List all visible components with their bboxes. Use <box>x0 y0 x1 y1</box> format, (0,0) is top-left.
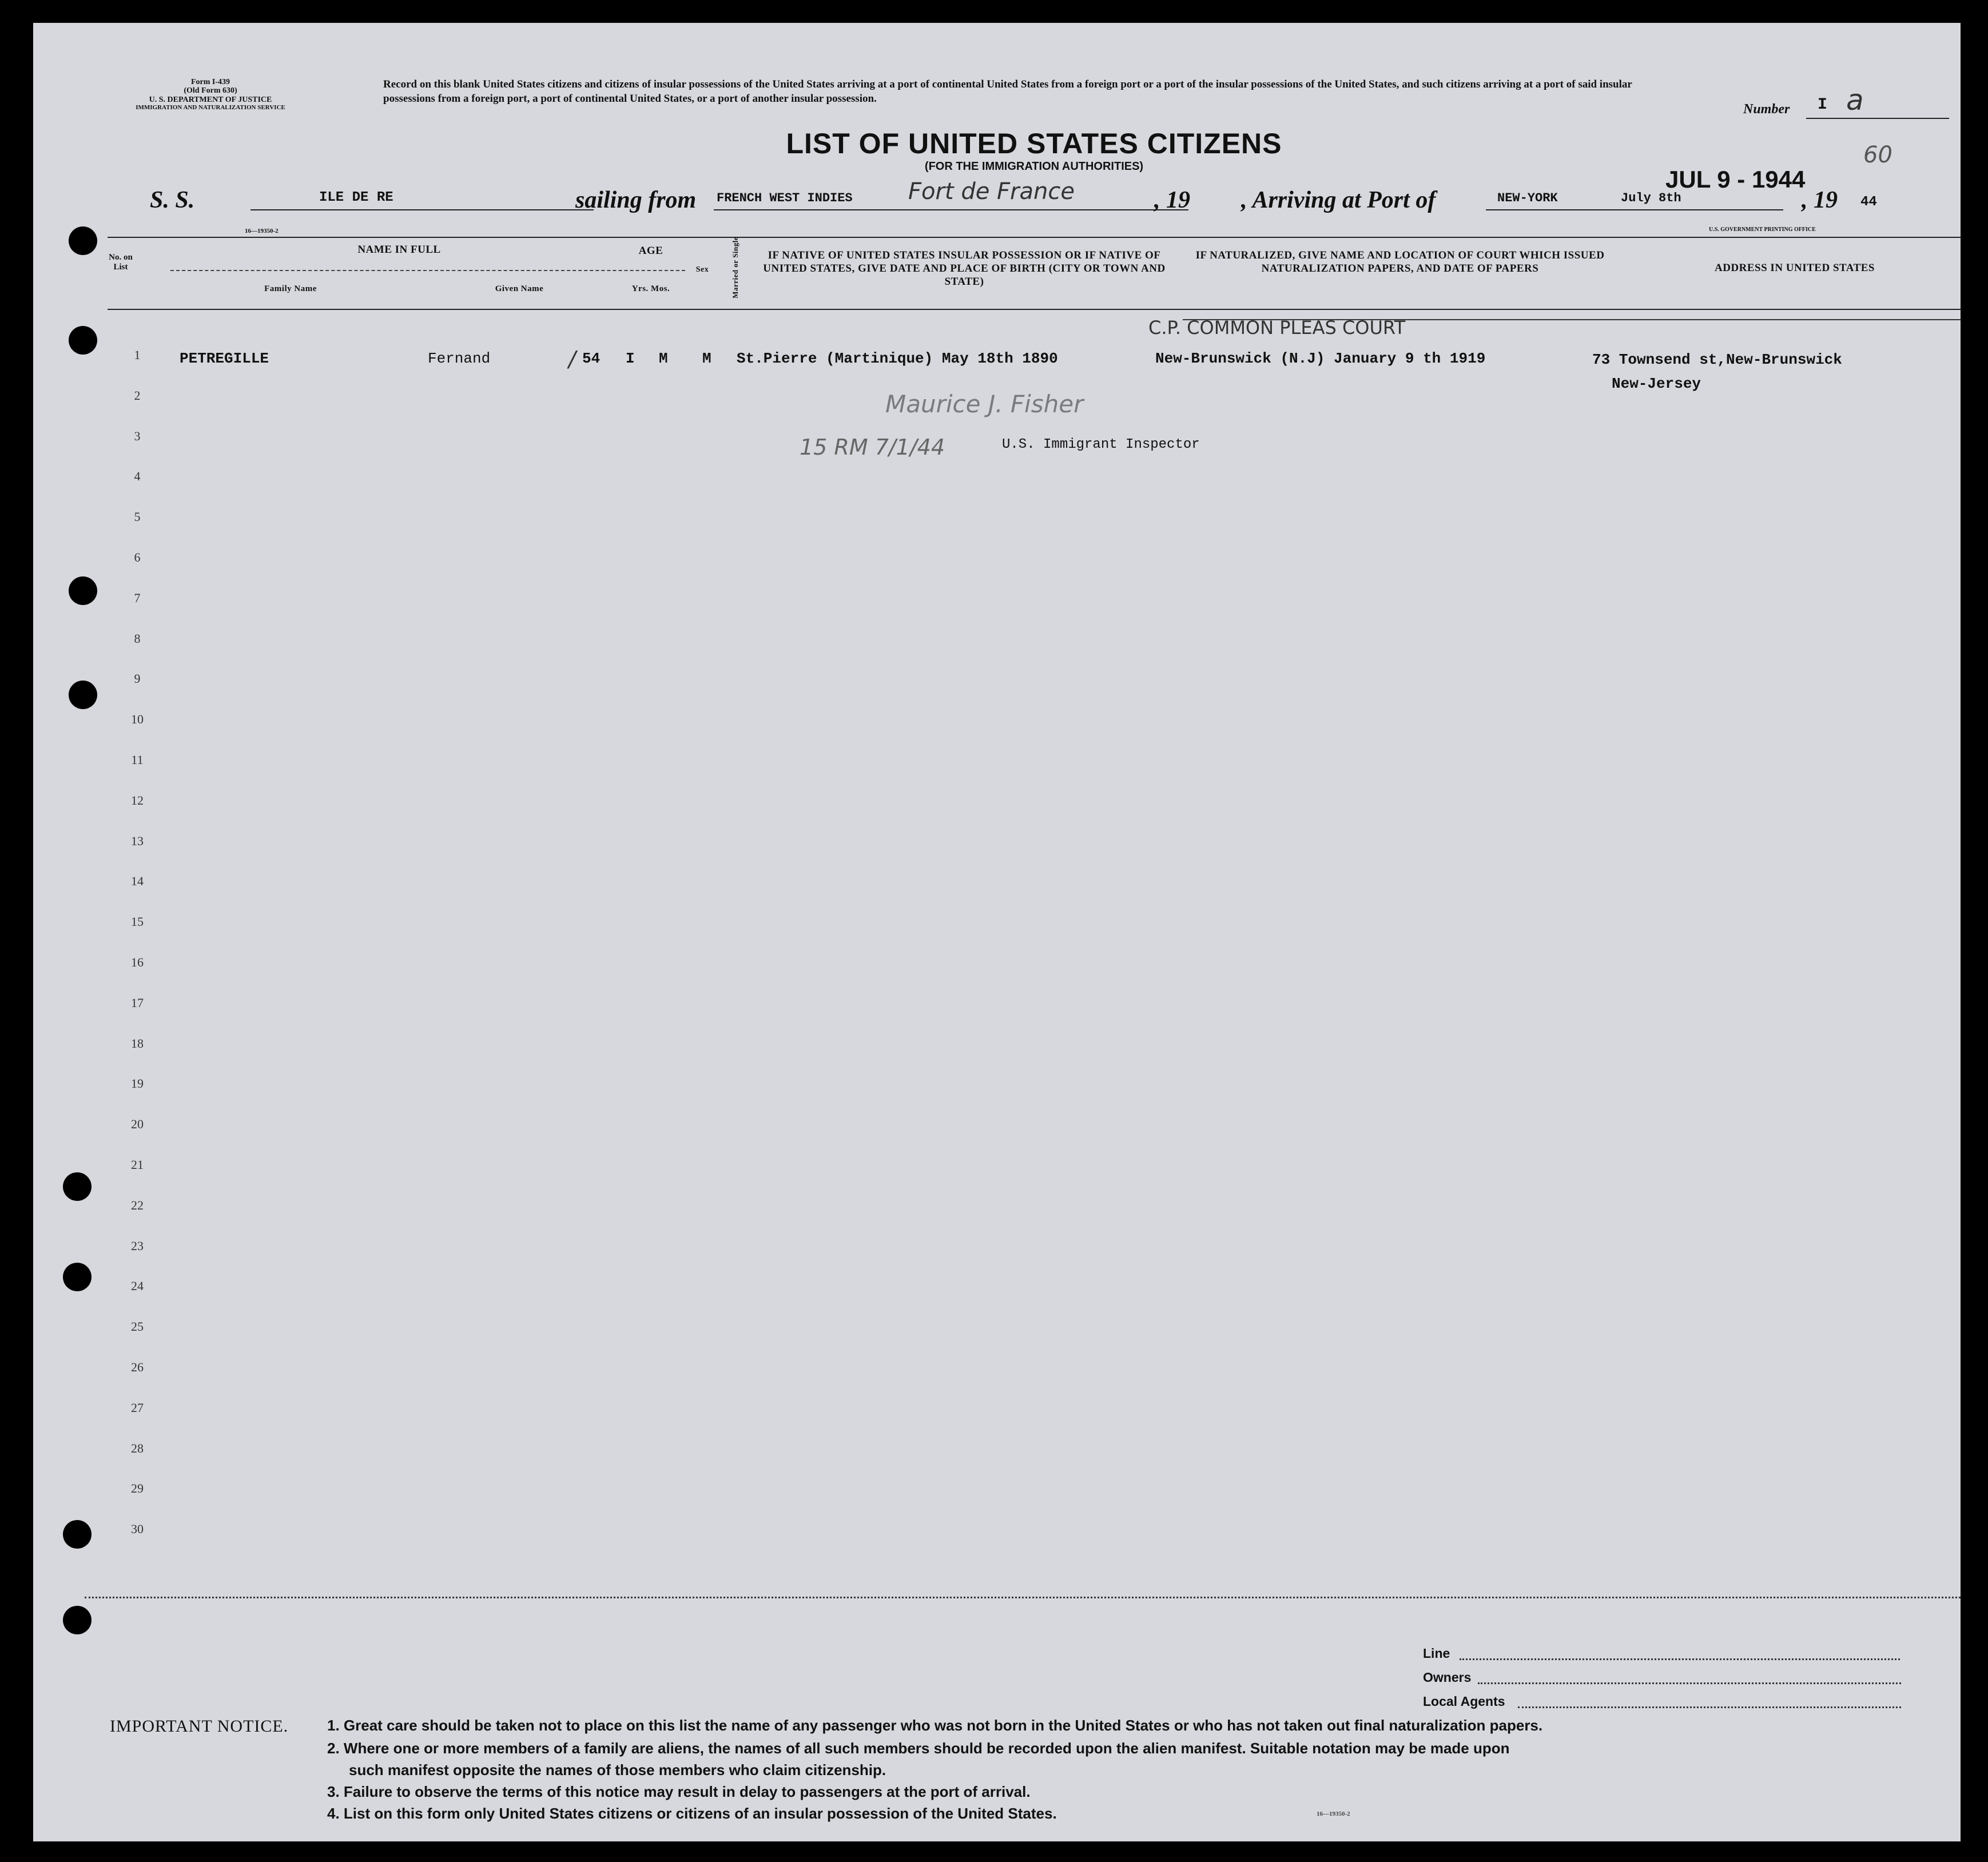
arrival-date: July 8th <box>1621 191 1681 205</box>
ss-label: S. S. <box>150 187 195 213</box>
manifest-sheet <box>33 23 1961 1841</box>
punch-hole <box>69 681 97 709</box>
gpo-code-left: 16—19350-2 <box>245 228 279 234</box>
owners-label: Owners <box>1423 1670 1472 1685</box>
col-native: IF NATIVE OF UNITED STATES INSULAR POSSESSION OR IF NATIVE OF UNITED STATES, GIVE DATE AND PLACE OF BIRTH (CITY OR TOWN AND STATE) <box>763 249 1166 288</box>
header-top-rule <box>108 237 1961 238</box>
arrival-port: NEW-YORK <box>1497 191 1558 205</box>
row-number: 30 <box>131 1522 144 1537</box>
row-number: 3 <box>134 428 141 443</box>
punch-hole <box>69 326 97 355</box>
punch-hole <box>63 1263 92 1291</box>
row-number: 19 <box>131 1076 144 1091</box>
row-number: 27 <box>131 1400 144 1415</box>
entry-age-prefix: / <box>568 347 576 372</box>
local-agents-label: Local Agents <box>1423 1694 1505 1709</box>
punch-hole <box>69 226 97 255</box>
row-number: 22 <box>131 1197 144 1212</box>
row-number: 7 <box>134 590 141 605</box>
row-number: 25 <box>131 1319 144 1334</box>
row-number: 4 <box>134 469 141 484</box>
row-number: 10 <box>131 712 144 727</box>
old-form: (Old Form 630) <box>184 86 237 96</box>
entry-naturalized: New-Brunswick (N.J) January 9 th 1919 <box>1155 350 1486 367</box>
service: IMMIGRATION AND NATURALIZATION SERVICE <box>136 104 285 112</box>
row-number: 5 <box>134 510 141 524</box>
col-family-name: Family Name <box>264 284 317 293</box>
col-yrs-mos: Yrs. Mos. <box>631 284 670 293</box>
year-value: 44 <box>1860 194 1877 210</box>
col-naturalized: IF NATURALIZED, GIVE NAME AND LOCATION OF COURT WHICH ISSUED NATURALIZATION PAPERS, AND DATE OF PAPERS <box>1195 249 1605 274</box>
local-agents-field <box>1518 1706 1901 1708</box>
row-number: 15 <box>131 914 144 929</box>
punch-hole <box>63 1172 92 1201</box>
entry-sex: M <box>659 350 668 367</box>
notice-item-3: 3. Failure to observe the terms of this notice may result in delay to passengers at the port of arrival. <box>327 1783 1031 1800</box>
line-field <box>1460 1658 1900 1660</box>
row-number: 29 <box>131 1481 144 1496</box>
page-subtitle: (FOR THE IMMIGRATION AUTHORITIES) <box>924 160 1144 173</box>
entry-age: 54 <box>582 350 601 367</box>
col-age: AGE <box>638 245 663 257</box>
from-port: FRENCH WEST INDIES <box>717 191 853 205</box>
punch-hole <box>63 1520 92 1549</box>
entry-married: M <box>702 350 711 367</box>
entry-family-name: PETREGILLE <box>180 350 269 367</box>
year-prefix: , 19 <box>1154 187 1190 213</box>
row-number: 11 <box>131 753 144 767</box>
ship-name: ILE DE RE <box>319 190 393 205</box>
owners-field <box>1478 1682 1901 1684</box>
from-port-hand: Fort de France <box>908 178 1075 205</box>
inspector-signature: Maurice J. Fisher <box>885 390 1084 418</box>
row-number: 6 <box>134 550 141 564</box>
number-hand: a <box>1846 83 1864 117</box>
row-number: 13 <box>131 833 144 848</box>
department: U. S. DEPARTMENT OF JUSTICE <box>149 95 272 104</box>
inspector-initials: 15 RM 7/1/44 <box>800 435 945 460</box>
gpo-code-right: U.S. GOVERNMENT PRINTING OFFICE <box>1709 226 1816 233</box>
notice-item-1: 1. Great care should be taken not to place on this list the name of any passenger who was not born in the United States or who has not taken out final naturalization papers. <box>327 1717 1543 1734</box>
row-number: 12 <box>131 793 144 807</box>
entry-address-line2: New-Jersey <box>1612 375 1701 392</box>
row-number: 21 <box>131 1157 144 1172</box>
from-underline <box>714 209 1188 210</box>
row-number: 24 <box>131 1279 144 1294</box>
sailing-label: sailing from <box>575 187 697 213</box>
entry-age-mark: I <box>626 350 635 367</box>
number-underline <box>1806 118 1949 119</box>
year-label: , 19 <box>1802 187 1838 213</box>
row-number: 17 <box>131 995 144 1010</box>
form-ident <box>90 78 331 111</box>
footer-code: 16—19350-2 <box>1317 1811 1350 1817</box>
row-number: 26 <box>131 1360 144 1374</box>
notice-item-2: 2. Where one or more members of a family are aliens, the names of all such members should be recorded upon the alien manifest. Suitable notation may be made upon <box>327 1740 1510 1757</box>
entry-address-line1: 73 Townsend st,New-Brunswick <box>1592 351 1842 368</box>
entry-given-name: Fernand <box>428 350 491 367</box>
row-number: 16 <box>131 955 144 969</box>
header-bottom-rule <box>108 309 1961 310</box>
entry-court-hand: C.P. COMMON PLEAS COURT <box>1148 317 1406 339</box>
inspector-title: U.S. Immigrant Inspector <box>1002 437 1200 452</box>
page-title: LIST OF UNITED STATES CITIZENS <box>786 128 1282 160</box>
name-rule <box>170 270 685 271</box>
row-number: 20 <box>131 1117 144 1132</box>
form-number: Form I-439 <box>190 78 230 86</box>
ship-underline <box>251 209 594 210</box>
col-married-single: Married or Single <box>731 236 740 299</box>
page-mark: 60 <box>1863 142 1892 168</box>
notice-item-2-cont: such manifest opposite the names of those members who claim citizenship. <box>349 1761 886 1779</box>
row-number: 28 <box>131 1441 144 1455</box>
arriving-label: , Arriving at Port of <box>1241 187 1436 213</box>
bottom-rule <box>85 1597 1961 1598</box>
punch-hole <box>69 576 97 605</box>
arrival-stamp: JUL 9 - 1944 <box>1665 166 1806 193</box>
row-number: 1 <box>134 348 141 362</box>
number-label: Number <box>1743 102 1790 117</box>
row-number: 23 <box>131 1238 144 1253</box>
arrival-underline <box>1486 209 1783 210</box>
punch-hole <box>63 1606 92 1634</box>
col-address: ADDRESS IN UNITED STATES <box>1714 262 1875 274</box>
row-number: 18 <box>131 1036 144 1051</box>
col-given-name: Given Name <box>495 284 544 293</box>
form-instructions: Record on this blank United States citizens and citizens of insular possessions of the United States arriving at a port of continental United States from a foreign port or a port of the insular possessions of the United States, and such citizens arriving at a port of said insular possessions from a foreign port, a port of continental United States, or a port of another insular possession. <box>383 78 1632 105</box>
row-number: 14 <box>131 874 144 889</box>
col-no-on-list: No. on List <box>109 253 133 272</box>
col-name-in-full: NAME IN FULL <box>357 244 441 256</box>
col-sex: Sex <box>695 265 709 274</box>
number-value: I <box>1818 96 1827 114</box>
line-label: Line <box>1423 1646 1450 1661</box>
notice-item-4: 4. List on this form only United States citizens or citizens of an insular possession of the United States. <box>327 1805 1057 1822</box>
row-number: 8 <box>134 631 141 646</box>
row-number: 9 <box>134 671 141 686</box>
row-number: 2 <box>134 388 141 403</box>
entry-birth: St.Pierre (Martinique) May 18th 1890 <box>737 350 1058 367</box>
notice-heading: IMPORTANT NOTICE. <box>110 1717 289 1736</box>
